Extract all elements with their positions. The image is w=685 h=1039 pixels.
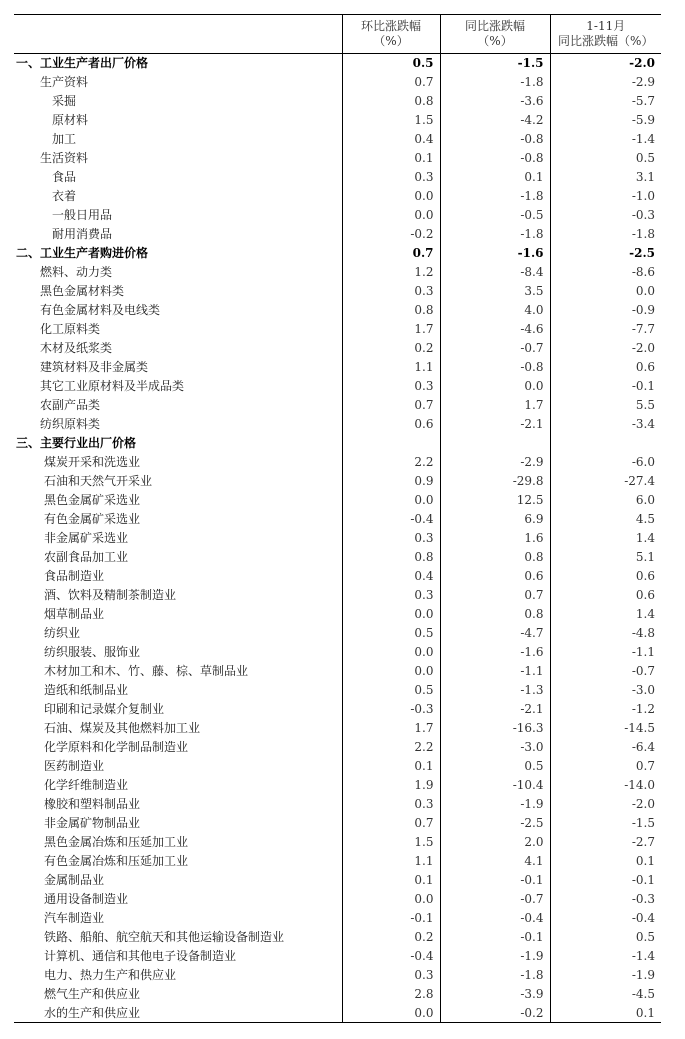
- row-mom-value: 0.3: [342, 282, 440, 301]
- row-yoy-value: 12.5: [440, 491, 550, 510]
- row-yoy-value: -4.6: [440, 320, 550, 339]
- row-ytd-value: -1.1: [550, 643, 661, 662]
- row-label: 二、工业生产者购进价格: [16, 246, 149, 260]
- row-ytd-value: -14.0: [550, 776, 661, 795]
- row-mom-value: 0.4: [342, 130, 440, 149]
- row-ytd-value: -4.5: [550, 985, 661, 1004]
- row-ytd-value: 0.1: [550, 1004, 661, 1023]
- row-mom-value: 0.0: [342, 187, 440, 206]
- section-row: [14, 54, 661, 73]
- row-mom-value: 2.2: [342, 453, 440, 472]
- row-yoy-value: -0.8: [440, 358, 550, 377]
- row-mom-value: 0.7: [342, 396, 440, 415]
- header-mom: [342, 15, 440, 54]
- row-yoy-value: -1.9: [440, 947, 550, 966]
- row-ytd-value: -8.6: [550, 263, 661, 282]
- row-yoy-value: -3.6: [440, 92, 550, 111]
- table-row: [14, 662, 661, 681]
- row-label: 造纸和纸制品业: [44, 683, 129, 697]
- row-ytd-value: 5.5: [550, 396, 661, 415]
- table-row: [14, 738, 661, 757]
- row-yoy-value: 1.6: [440, 529, 550, 548]
- table-row: [14, 966, 661, 985]
- row-label: 食品: [52, 170, 77, 184]
- row-mom-value: 0.0: [342, 1004, 440, 1023]
- row-mom-value: 1.7: [342, 320, 440, 339]
- row-mom-value: 0.1: [342, 757, 440, 776]
- table-row: [14, 491, 661, 510]
- table-row: [14, 605, 661, 624]
- row-mom-value: 1.1: [342, 358, 440, 377]
- row-yoy-value: 3.5: [440, 282, 550, 301]
- table-row: [14, 757, 661, 776]
- row-label: 其它工业原材料及半成品类: [40, 379, 185, 393]
- row-ytd-value: -0.1: [550, 377, 661, 396]
- row-label: 木材及纸浆类: [40, 341, 113, 355]
- row-ytd-value: -0.4: [550, 909, 661, 928]
- table-row: [14, 567, 661, 586]
- row-mom-value: 0.8: [342, 301, 440, 320]
- row-ytd-value: 0.6: [550, 586, 661, 605]
- row-mom-value: 0.3: [342, 529, 440, 548]
- header-mom-line2: （%）: [373, 34, 409, 48]
- row-ytd-value: -6.4: [550, 738, 661, 757]
- row-yoy-value: 0.8: [440, 548, 550, 567]
- row-ytd-value: 0.1: [550, 852, 661, 871]
- row-ytd-value: -0.9: [550, 301, 661, 320]
- row-label: 铁路、船舶、航空航天和其他运输设备制造业: [44, 930, 285, 944]
- table-row: [14, 681, 661, 700]
- header-ytd: [550, 15, 661, 54]
- row-label: 生产资料: [40, 75, 89, 89]
- row-label: 原材料: [52, 113, 89, 127]
- row-yoy-value: -1.8: [440, 225, 550, 244]
- table-row: [14, 852, 661, 871]
- header-yoy-line1: 同比涨跌幅: [464, 19, 525, 33]
- row-ytd-value: 6.0: [550, 491, 661, 510]
- row-yoy-value: -0.1: [440, 871, 550, 890]
- row-yoy-value: 0.8: [440, 605, 550, 624]
- row-ytd-value: -2.0: [550, 795, 661, 814]
- row-label: 煤炭开采和洗选业: [44, 455, 141, 469]
- row-mom-value: 0.3: [342, 586, 440, 605]
- row-mom-value: 0.3: [342, 966, 440, 985]
- row-ytd-value: -2.0: [550, 339, 661, 358]
- row-yoy-value: -0.8: [440, 149, 550, 168]
- table-row: [14, 320, 661, 339]
- row-label: 水的生产和供应业: [14, 1004, 342, 1023]
- row-yoy-value: -1.8: [440, 187, 550, 206]
- row-yoy-value: -1.1: [440, 662, 550, 681]
- row-mom-value: 0.7: [342, 814, 440, 833]
- row-mom-value: 0.2: [342, 339, 440, 358]
- table-row: [14, 795, 661, 814]
- table-row: [14, 415, 661, 434]
- row-yoy-value: 4.0: [440, 301, 550, 320]
- row-label: 黑色金属矿采选业: [44, 493, 141, 507]
- row-label: 耐用消费品: [52, 227, 113, 241]
- row-label: 烟草制品业: [44, 607, 105, 621]
- row-yoy-value: -0.4: [440, 909, 550, 928]
- table-row: [14, 472, 661, 491]
- table-row: [14, 909, 661, 928]
- row-yoy-value: -10.4: [440, 776, 550, 795]
- row-label: 加工: [52, 132, 77, 146]
- row-mom-value: 0.3: [342, 795, 440, 814]
- table-row: [14, 206, 661, 225]
- row-mom-value: 0.5: [342, 681, 440, 700]
- row-yoy-value: 0.6: [440, 567, 550, 586]
- row-ytd-value: -0.1: [550, 871, 661, 890]
- row-label: 化学原料和化学制品制造业: [44, 740, 189, 754]
- row-yoy-value: [440, 434, 550, 453]
- table-row: [14, 643, 661, 662]
- row-ytd-value: [550, 434, 661, 453]
- table-row: [14, 890, 661, 909]
- table-row: [14, 225, 661, 244]
- row-mom-value: 2.8: [342, 985, 440, 1004]
- row-mom-value: 1.7: [342, 719, 440, 738]
- row-label: 石油和天然气开采业: [44, 474, 153, 488]
- table-row: [14, 985, 661, 1004]
- row-ytd-value: -2.9: [550, 73, 661, 92]
- table-row: [14, 377, 661, 396]
- row-mom-value: 0.0: [342, 662, 440, 681]
- row-ytd-value: 0.5: [550, 149, 661, 168]
- row-ytd-value: 0.6: [550, 358, 661, 377]
- row-ytd-value: -1.2: [550, 700, 661, 719]
- row-yoy-value: -1.3: [440, 681, 550, 700]
- row-ytd-value: 0.6: [550, 567, 661, 586]
- row-mom-value: 1.9: [342, 776, 440, 795]
- row-mom-value: 0.2: [342, 928, 440, 947]
- table-row: [14, 358, 661, 377]
- section-row: [14, 434, 661, 453]
- row-mom-value: 0.5: [342, 54, 440, 73]
- row-label: 纺织服装、服饰业: [44, 645, 141, 659]
- row-mom-value: 0.9: [342, 472, 440, 491]
- table-row: [14, 111, 661, 130]
- row-mom-value: -0.2: [342, 225, 440, 244]
- row-ytd-value: -1.0: [550, 187, 661, 206]
- header-yoy: [440, 15, 550, 54]
- row-ytd-value: -0.7: [550, 662, 661, 681]
- row-yoy-value: -0.8: [440, 130, 550, 149]
- row-ytd-value: 0.7: [550, 757, 661, 776]
- row-label: 医药制造业: [44, 759, 105, 773]
- row-mom-value: -0.1: [342, 909, 440, 928]
- row-ytd-value: 0.5: [550, 928, 661, 947]
- header-row: [14, 15, 661, 54]
- row-yoy-value: 0.7: [440, 586, 550, 605]
- table-row: [14, 453, 661, 472]
- row-ytd-value: -4.8: [550, 624, 661, 643]
- table-row: [14, 947, 661, 966]
- table-row: [14, 814, 661, 833]
- row-mom-value: 0.0: [342, 605, 440, 624]
- row-yoy-value: -3.9: [440, 985, 550, 1004]
- row-ytd-value: -2.0: [550, 54, 661, 73]
- row-mom-value: 1.2: [342, 263, 440, 282]
- row-yoy-value: -1.8: [440, 73, 550, 92]
- row-yoy-value: 0.5: [440, 757, 550, 776]
- row-ytd-value: -6.0: [550, 453, 661, 472]
- table-row: [14, 548, 661, 567]
- header-item: [14, 15, 342, 54]
- row-ytd-value: -0.3: [550, 206, 661, 225]
- row-ytd-value: -1.9: [550, 966, 661, 985]
- table-header: [14, 15, 661, 54]
- row-mom-value: 0.8: [342, 548, 440, 567]
- row-yoy-value: -16.3: [440, 719, 550, 738]
- row-yoy-value: -0.7: [440, 339, 550, 358]
- row-label: 非金属矿采选业: [44, 531, 129, 545]
- row-label: 橡胶和塑料制品业: [44, 797, 141, 811]
- table-row: [14, 719, 661, 738]
- row-ytd-value: 4.5: [550, 510, 661, 529]
- row-mom-value: 0.1: [342, 871, 440, 890]
- row-ytd-value: 5.1: [550, 548, 661, 567]
- table-row: [14, 282, 661, 301]
- row-yoy-value: -4.2: [440, 111, 550, 130]
- row-mom-value: 0.4: [342, 567, 440, 586]
- table-row: [14, 529, 661, 548]
- row-mom-value: 0.5: [342, 624, 440, 643]
- row-ytd-value: -5.7: [550, 92, 661, 111]
- row-yoy-value: -0.2: [440, 1004, 550, 1023]
- row-label: 木材加工和木、竹、藤、棕、草制品业: [44, 664, 249, 678]
- table-body: [14, 54, 661, 1023]
- table-row: [14, 149, 661, 168]
- row-label: 生活资料: [40, 151, 89, 165]
- row-mom-value: [342, 434, 440, 453]
- table-row: [14, 339, 661, 358]
- row-ytd-value: 0.0: [550, 282, 661, 301]
- row-label: 纺织原料类: [40, 417, 101, 431]
- row-label: 通用设备制造业: [44, 892, 129, 906]
- row-yoy-value: 0.0: [440, 377, 550, 396]
- row-mom-value: 0.7: [342, 244, 440, 263]
- row-label: 黑色金属材料类: [40, 284, 125, 298]
- table-row: [14, 624, 661, 643]
- price-index-table: [14, 14, 661, 1023]
- row-mom-value: 2.2: [342, 738, 440, 757]
- row-mom-value: -0.4: [342, 510, 440, 529]
- row-mom-value: 0.0: [342, 890, 440, 909]
- row-yoy-value: -1.9: [440, 795, 550, 814]
- row-yoy-value: -3.0: [440, 738, 550, 757]
- row-mom-value: 0.3: [342, 377, 440, 396]
- row-label: 黑色金属冶炼和压延加工业: [44, 835, 189, 849]
- row-label: 计算机、通信和其他电子设备制造业: [44, 949, 237, 963]
- row-label: 食品制造业: [44, 569, 105, 583]
- table-row: [14, 301, 661, 320]
- row-yoy-value: -2.9: [440, 453, 550, 472]
- row-label: 采掘: [52, 94, 77, 108]
- row-label: 有色金属材料及电线类: [40, 303, 161, 317]
- row-mom-value: -0.4: [342, 947, 440, 966]
- row-yoy-value: -0.1: [440, 928, 550, 947]
- header-ytd-line1: 1-11月: [586, 19, 626, 33]
- row-ytd-value: 3.1: [550, 168, 661, 187]
- row-label: 金属制品业: [44, 873, 105, 887]
- table-row: [14, 776, 661, 795]
- row-mom-value: 1.1: [342, 852, 440, 871]
- row-ytd-value: -1.4: [550, 130, 661, 149]
- row-mom-value: 0.8: [342, 92, 440, 111]
- row-label: 建筑材料及非金属类: [40, 360, 149, 374]
- row-yoy-value: -1.6: [440, 244, 550, 263]
- section-row: [14, 244, 661, 263]
- row-yoy-value: -8.4: [440, 263, 550, 282]
- table-row: [14, 700, 661, 719]
- row-yoy-value: -2.5: [440, 814, 550, 833]
- row-ytd-value: -27.4: [550, 472, 661, 491]
- table-row: [14, 928, 661, 947]
- row-label: 有色金属冶炼和压延加工业: [44, 854, 189, 868]
- row-label: 化学纤维制造业: [44, 778, 129, 792]
- row-label: 燃料、动力类: [40, 265, 113, 279]
- row-label: 电力、热力生产和供应业: [44, 968, 177, 982]
- row-yoy-value: -0.5: [440, 206, 550, 225]
- row-yoy-value: 6.9: [440, 510, 550, 529]
- row-ytd-value: -5.9: [550, 111, 661, 130]
- row-mom-value: 1.5: [342, 833, 440, 852]
- row-mom-value: -0.3: [342, 700, 440, 719]
- table-row: [14, 187, 661, 206]
- row-mom-value: 1.5: [342, 111, 440, 130]
- row-ytd-value: -1.4: [550, 947, 661, 966]
- row-label: 三、主要行业出厂价格: [16, 436, 137, 450]
- row-label: 一般日用品: [52, 208, 113, 222]
- row-yoy-value: 4.1: [440, 852, 550, 871]
- row-label: 燃气生产和供应业: [44, 987, 141, 1001]
- row-yoy-value: 0.1: [440, 168, 550, 187]
- row-yoy-value: 2.0: [440, 833, 550, 852]
- row-mom-value: 0.6: [342, 415, 440, 434]
- row-mom-value: 0.7: [342, 73, 440, 92]
- row-label: 非金属矿物制品业: [44, 816, 141, 830]
- row-mom-value: 0.3: [342, 168, 440, 187]
- row-label: 衣着: [52, 189, 77, 203]
- row-ytd-value: -1.5: [550, 814, 661, 833]
- row-yoy-value: -1.5: [440, 54, 550, 73]
- table-row: [14, 92, 661, 111]
- row-yoy-value: 1.7: [440, 396, 550, 415]
- row-yoy-value: -2.1: [440, 700, 550, 719]
- row-ytd-value: -7.7: [550, 320, 661, 339]
- row-ytd-value: -0.3: [550, 890, 661, 909]
- row-label: 石油、煤炭及其他燃料加工业: [44, 721, 201, 735]
- row-yoy-value: -0.7: [440, 890, 550, 909]
- row-label: 纺织业: [44, 626, 81, 640]
- row-ytd-value: -2.7: [550, 833, 661, 852]
- table-row: [14, 168, 661, 187]
- header-mom-line1: 环比涨跌幅: [360, 19, 421, 33]
- row-yoy-value: -29.8: [440, 472, 550, 491]
- table-row: [14, 586, 661, 605]
- row-yoy-value: -4.7: [440, 624, 550, 643]
- table-row: [14, 510, 661, 529]
- row-mom-value: 0.1: [342, 149, 440, 168]
- row-ytd-value: 1.4: [550, 605, 661, 624]
- row-label: 酒、饮料及精制茶制造业: [44, 588, 177, 602]
- table-row: [14, 871, 661, 890]
- table-row: [14, 130, 661, 149]
- row-mom-value: 0.0: [342, 643, 440, 662]
- table-row: [14, 1004, 661, 1023]
- row-label: 汽车制造业: [44, 911, 105, 925]
- row-label: 农副产品类: [40, 398, 101, 412]
- header-ytd-line2: 同比涨跌幅（%）: [558, 34, 654, 48]
- row-ytd-value: -1.8: [550, 225, 661, 244]
- row-ytd-value: -2.5: [550, 244, 661, 263]
- table-row: [14, 833, 661, 852]
- row-label: 一、工业生产者出厂价格: [16, 56, 149, 71]
- row-ytd-value: -3.0: [550, 681, 661, 700]
- table-row: [14, 73, 661, 92]
- row-label: 农副食品加工业: [44, 550, 129, 564]
- table-row: [14, 263, 661, 282]
- row-label: 印刷和记录媒介复制业: [44, 702, 165, 716]
- row-yoy-value: -1.8: [440, 966, 550, 985]
- row-ytd-value: -14.5: [550, 719, 661, 738]
- row-label: 化工原料类: [40, 322, 101, 336]
- header-yoy-line2: （%）: [477, 34, 513, 48]
- table-row: [14, 396, 661, 415]
- row-yoy-value: -2.1: [440, 415, 550, 434]
- row-yoy-value: -1.6: [440, 643, 550, 662]
- row-mom-value: 0.0: [342, 491, 440, 510]
- row-label: 有色金属矿采选业: [44, 512, 141, 526]
- row-mom-value: 0.0: [342, 206, 440, 225]
- row-ytd-value: -3.4: [550, 415, 661, 434]
- row-ytd-value: 1.4: [550, 529, 661, 548]
